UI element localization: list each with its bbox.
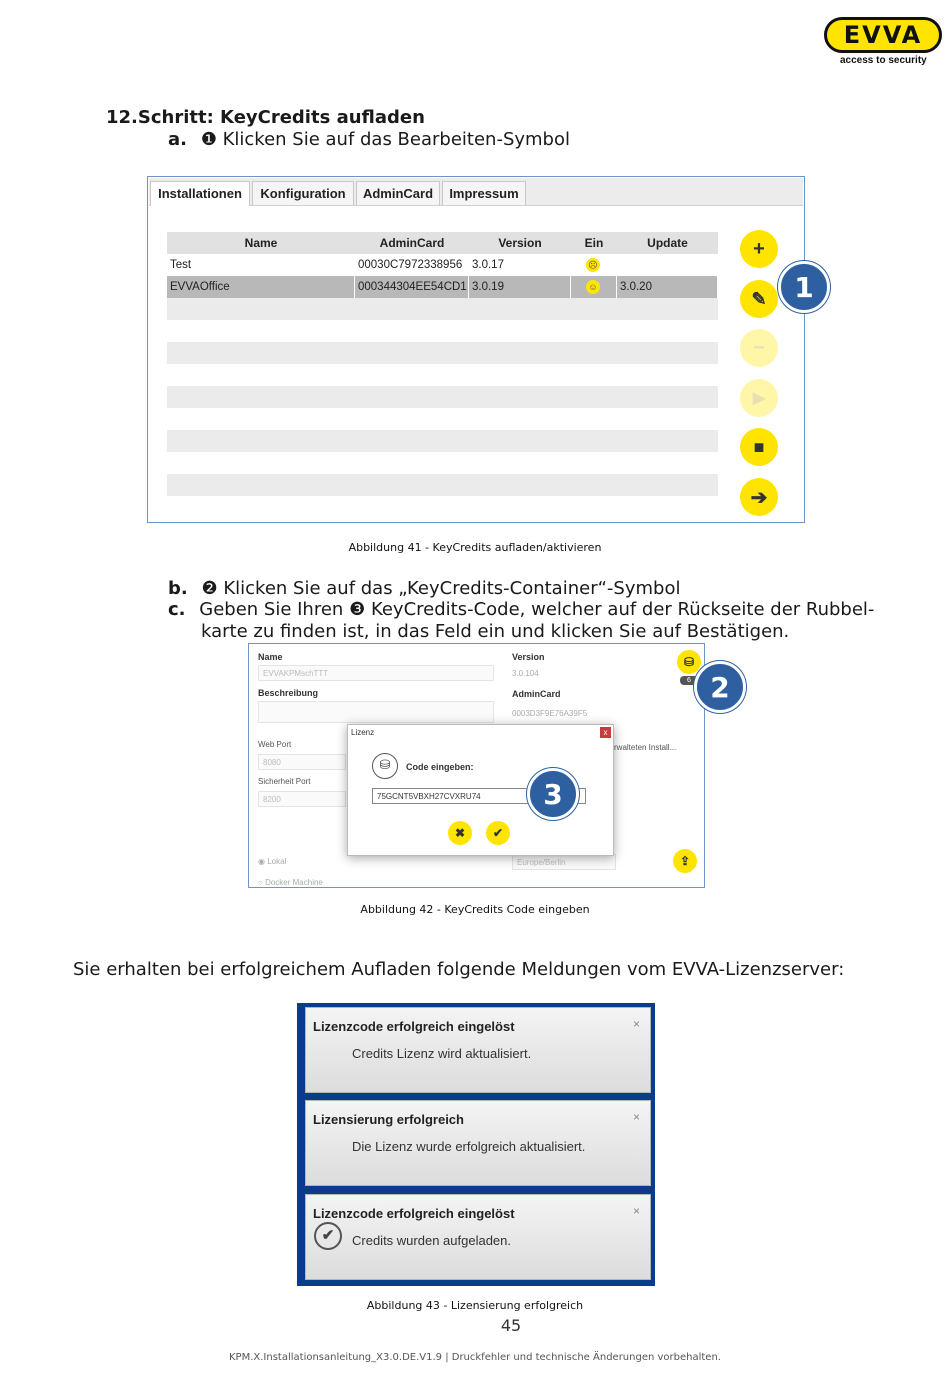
empty-row [167,452,718,474]
admincard-value: 0003D3F9E76A39F5 [512,709,588,718]
docker-label: Docker Machine [265,878,323,887]
step-c-text-2: KeyCredits-Code, welcher auf der Rückseite der Rubbel- [370,599,875,620]
empty-row [167,320,718,342]
col-name: Name [244,236,278,250]
empty-row [167,364,718,386]
tab-installationen[interactable]: Installationen [150,181,250,206]
table-row-selected[interactable] [167,276,718,298]
empty-row [167,408,718,430]
lokal-label: Lokal [267,857,287,866]
dialog-title: Lizenz [351,728,375,737]
empty-row [167,298,718,320]
notification-toast [305,1194,651,1280]
code-label: Code eingeben: [406,762,474,772]
empty-row [167,342,718,364]
notification-toast [305,1007,651,1093]
cancel-icon[interactable]: ✖ [448,821,472,845]
confirm-check-icon[interactable]: ✔ [486,821,510,845]
toast-body: Credits Lizenz wird aktualisiert. [352,1046,532,1061]
table-header [167,232,718,254]
row-name: EVVAOffice [167,276,355,298]
col-version: Version [498,236,542,250]
logo-wordmark: EVVA [824,17,942,53]
webport-label: Web Port [258,740,292,749]
code-input[interactable]: 75GCNT5VBXH27CVXRU74 [372,788,586,804]
col-admincard: AdminCard [379,236,445,250]
tab-bar [149,178,803,206]
step-c-line2: karte zu finden ist, in das Feld ein und klicken Sie auf Bestätigen. [201,621,790,642]
name-field[interactable]: EVVAKPMschTTT [258,665,494,681]
step-a-marker: ❶ [200,129,217,150]
timezone-select[interactable]: Europe/Berlin [512,854,616,870]
version-label: Version [512,652,545,662]
export-icon[interactable]: ⇪ [673,849,697,873]
empty-row [167,386,718,408]
minus-icon[interactable]: − [740,329,778,367]
caption-fig42: Abbildung 42 - KeyCredits Code eingeben [360,903,590,916]
row-ein [571,276,617,298]
col-update: Update [647,236,688,250]
caption-fig43: Abbildung 43 - Lizensierung erfolgreich [366,1299,584,1312]
close-icon[interactable]: × [632,1204,640,1218]
notification-toast [305,1100,651,1186]
table-row[interactable] [167,254,718,276]
version-value: 3.0.104 [512,669,539,678]
play-icon[interactable]: ▶ [740,379,778,417]
step-b-text: Klicken Sie auf das „KeyCredits-Container“-Symbol [223,578,681,599]
checkmark-icon: ✔ [314,1222,342,1250]
evva-logo [822,15,946,75]
step-a-letter: a. [168,129,187,150]
callout-badge-3: 3 [527,768,579,820]
page-footer: KPM.X.Installationsanleitung_X3.0.DE.V1.9 | Druckfehler und technische Änderungen vorbehalten. [229,1352,721,1363]
installations-screenshot [147,176,805,523]
arrow-right-icon[interactable]: ➔ [740,478,778,516]
step-c-text-1: Geben Sie Ihren [199,599,344,620]
toast-title: Lizenzcode erfolgreich eingelöst [313,1019,515,1034]
webport-field[interactable]: 8080 [258,754,346,770]
callout-badge-2: 2 [694,661,746,713]
docker-radio[interactable]: ○ Docker Machine [258,878,323,887]
close-icon[interactable]: x [600,727,611,738]
toast-title: Lizensierung erfolgreich [313,1112,464,1127]
sicherheit-port-field[interactable]: 8200 [258,791,346,807]
step-heading: 12.Schritt: KeyCredits aufladen [106,107,425,128]
license-screenshot [248,643,705,888]
step-c [168,599,874,620]
lokal-radio[interactable]: ◉ Lokal [258,857,287,866]
pencil-icon[interactable]: ✎ [740,280,778,318]
admincard-label: AdminCard [512,689,561,699]
caption-fig41: Abbildung 41 - KeyCredits aufladen/aktivieren [348,541,602,554]
beschreibung-field[interactable] [258,701,494,723]
sicherheit-port-label: Sicherheit Port [258,777,311,786]
callout-badge-1: 1 [778,261,830,313]
row-admincard: 00030C7972338956 [355,254,469,276]
happy-face-icon: ☺ [586,280,600,294]
verwalteten-text: rwalteten Install... [614,743,677,752]
keycredits-container-icon[interactable]: ⛁ [677,650,701,674]
toast-body: Die Lizenz wurde erfolgreich aktualisiert. [352,1139,586,1154]
beschreibung-label: Beschreibung [258,688,319,698]
page-number: 45 [500,1316,522,1335]
row-update: 3.0.20 [617,276,718,298]
close-icon[interactable]: × [632,1110,640,1124]
empty-row [167,430,718,452]
step-c-marker: ❸ [349,599,366,620]
installations-table [167,232,718,518]
sad-face-icon: ☹ [586,258,600,272]
step-a-text: Klicken Sie auf das Bearbeiten-Symbol [222,129,570,150]
row-version: 3.0.19 [469,276,571,298]
step-c-letter: c. [168,599,186,620]
step-b-letter: b. [168,578,188,599]
stop-icon[interactable]: ■ [740,428,778,466]
row-version: 3.0.17 [469,254,571,276]
tab-admincard[interactable]: AdminCard [356,181,440,205]
tab-impressum[interactable]: Impressum [442,181,526,205]
credit-count-badge: 6 [680,676,698,685]
row-ein [571,254,617,276]
empty-row [167,496,718,518]
logo-tagline: access to security [840,55,927,66]
intro-text: Sie erhalten bei erfolgreichem Aufladen folgende Meldungen vom EVVA-Lizenzserver: [73,959,845,980]
empty-row [167,474,718,496]
row-admincard: 000344304EE54CD1 [355,276,469,298]
row-update [617,254,718,276]
close-icon[interactable]: × [632,1017,640,1031]
toast-title: Lizenzcode erfolgreich eingelöst [313,1206,515,1221]
coin-stack-icon: ⛁ [372,753,398,779]
notifications-screenshot [297,1003,655,1286]
toast-body: Credits wurden aufgeladen. [352,1233,511,1248]
name-label: Name [258,652,283,662]
col-ein: Ein [584,236,604,250]
step-a [168,129,570,150]
row-name: Test [167,254,355,276]
plus-icon[interactable]: + [740,230,778,268]
step-b [168,578,680,599]
tab-konfiguration[interactable]: Konfiguration [252,181,354,205]
step-b-marker: ❷ [201,578,218,599]
